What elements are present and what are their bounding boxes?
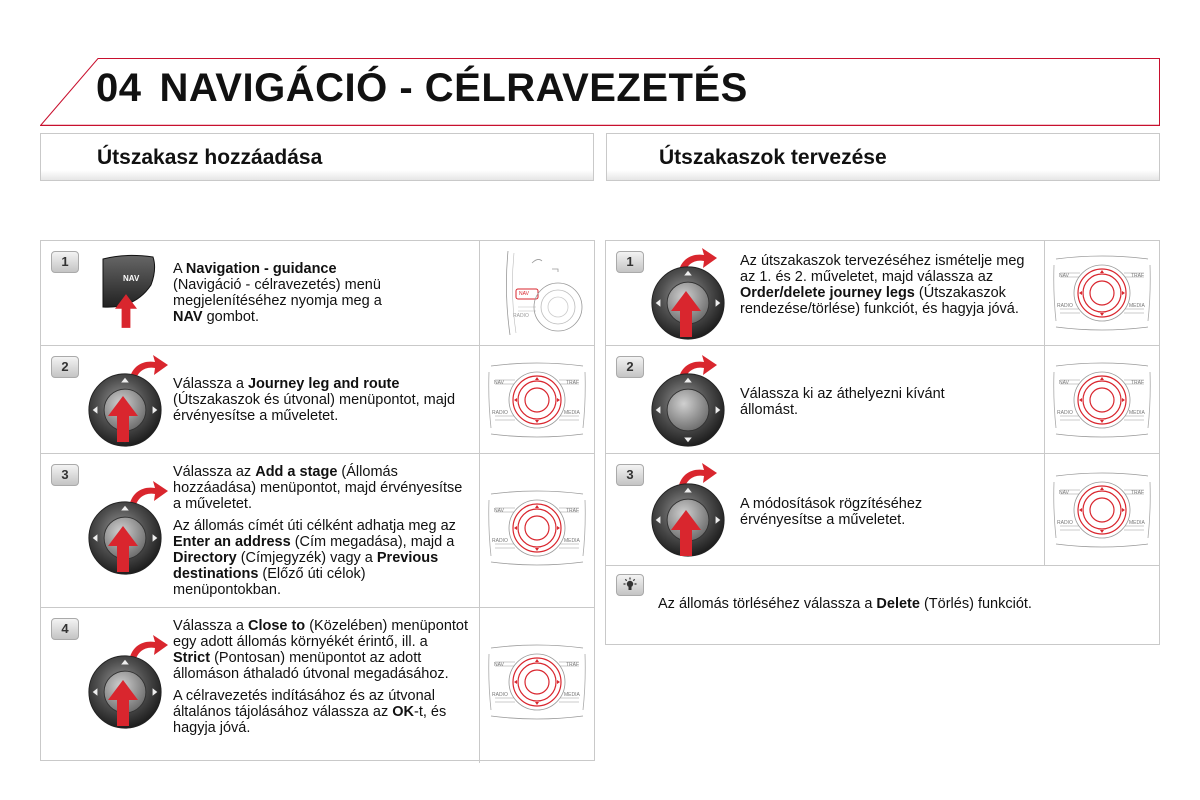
- chapter-heading: [96, 66, 748, 111]
- step-row: [606, 453, 1159, 566]
- panel-label: MEDIA: [1129, 303, 1145, 309]
- step-number-badge: 1: [616, 251, 644, 273]
- left-steps-panel: [40, 240, 595, 761]
- panel-label: TRAF: [566, 508, 580, 514]
- step-illustration-cell: [479, 608, 594, 763]
- press-arrow-icon: [108, 680, 138, 726]
- panel-label: NAV: [494, 662, 504, 668]
- step-text: Válassza a Close to (Közelében) menüpontot egy adott állomás környékét érintő, ill. a Strict (Pontosan) menüpontot az adott állomáson áthaladó útvonal megadásához. A célravezetés indításához és az útvonal általános tájolásához válassza az OK-t, és hagyja jóvá.: [173, 618, 468, 736]
- panel-label: RADIO: [492, 410, 508, 416]
- step-illustration-cell: [1044, 346, 1159, 454]
- control-panel-icon: [1052, 362, 1152, 438]
- press-arrow-icon: [108, 526, 138, 572]
- step-number-badge: 2: [616, 356, 644, 378]
- panel-label: TRAF: [566, 380, 580, 386]
- panel-label: RADIO: [492, 692, 508, 698]
- panel-label: MEDIA: [564, 692, 580, 698]
- press-arrow-icon: [108, 396, 138, 442]
- step-number-badge: 2: [51, 356, 79, 378]
- step-illustration-cell: [1044, 454, 1159, 566]
- press-arrow-icon: [671, 291, 701, 337]
- control-knob-icon: [650, 372, 726, 448]
- control-panel-icon: [487, 644, 587, 720]
- panel-label: NAV: [494, 380, 504, 386]
- panel-label: NAV: [1059, 273, 1069, 279]
- right-steps-panel: [605, 240, 1160, 645]
- step-illustration-cell: [479, 241, 594, 345]
- panel-label: TRAF: [1131, 490, 1145, 496]
- step-row: [41, 241, 594, 345]
- section-title: Útszakaszok tervezése: [659, 146, 887, 169]
- step-row: [606, 345, 1159, 454]
- panel-label: NAV: [1059, 490, 1069, 496]
- step-number-badge: 3: [616, 464, 644, 486]
- panel-label: RADIO: [513, 313, 529, 319]
- press-arrow-icon: [671, 510, 701, 556]
- step-row: [606, 241, 1159, 345]
- step-row: [41, 453, 594, 608]
- step-illustration-cell: [1044, 241, 1159, 345]
- panel-label: TRAF: [1131, 380, 1145, 386]
- lightbulb-icon: [616, 574, 644, 596]
- panel-label: NAV: [1059, 380, 1069, 386]
- section-header-add-leg: [40, 133, 594, 181]
- panel-label: RADIO: [1057, 303, 1073, 309]
- nav-button-label: NAV: [123, 274, 140, 283]
- step-row: [41, 607, 594, 763]
- step-text: A Navigation - guidance (Navigáció - célravezetés) menü megjelenítéséhez nyomja meg a NAV gombot.: [173, 261, 382, 325]
- panel-label: MEDIA: [564, 410, 580, 416]
- control-panel-icon: [487, 490, 587, 566]
- tip-text: Az állomás törléséhez válassza a Delete (Törlés) funkciót.: [658, 596, 1032, 612]
- section-header-plan-legs: [606, 133, 1160, 181]
- step-illustration-cell: [479, 346, 594, 454]
- chapter-number: 04: [96, 66, 142, 110]
- panel-label: MEDIA: [1129, 410, 1145, 416]
- step-number-badge: 4: [51, 618, 79, 640]
- control-panel-icon: [1052, 255, 1152, 331]
- chapter-title: NAVIGÁCIÓ - CÉLRAVEZETÉS: [159, 66, 748, 110]
- section-title: Útszakasz hozzáadása: [97, 146, 323, 169]
- panel-label: TRAF: [566, 662, 580, 668]
- step-text: Az útszakaszok tervezéséhez ismételje meg az 1. és 2. műveletet, majd válassza az Order/delete journey legs (Útszakaszok rendezése/törlése) funkciót, és hagyja jóvá.: [740, 253, 1025, 317]
- step-text: Válassza az Add a stage (Állomás hozzáadása) menüpontot, majd érvényesítse a műveletet. Az állomás címét úti célként adhatja meg az Enter an address (Cím megadása), majd a Directory (Címjegyzék) vagy a Previous destinations (Előző úti célok) menüpontokban.: [173, 464, 463, 598]
- step-number-badge: 3: [51, 464, 79, 486]
- tip-row: [606, 565, 1159, 647]
- panel-label: MEDIA: [564, 538, 580, 544]
- step-number-badge: 1: [51, 251, 79, 273]
- panel-label: RADIO: [1057, 410, 1073, 416]
- nav-button-icon: [95, 251, 165, 337]
- panel-label: RADIO: [492, 538, 508, 544]
- control-panel-icon: [487, 362, 587, 438]
- panel-label: TRAF: [1131, 273, 1145, 279]
- step-illustration-cell: [479, 454, 594, 608]
- dashboard-panel-icon: [488, 247, 588, 339]
- step-text: Válassza a Journey leg and route (Útszakaszok és útvonal) menüpontot, majd érvényesítse a műveletet.: [173, 376, 456, 424]
- panel-label: NAV: [494, 508, 504, 514]
- control-panel-icon: [1052, 472, 1152, 548]
- panel-label: MEDIA: [1129, 520, 1145, 526]
- panel-label: NAV: [519, 291, 529, 297]
- step-text: A módosítások rögzítéséhez érvényesítse a műveletet.: [740, 496, 923, 528]
- step-text: Válassza ki az áthelyezni kívánt állomást.: [740, 386, 945, 418]
- step-row: [41, 345, 594, 454]
- panel-label: RADIO: [1057, 520, 1073, 526]
